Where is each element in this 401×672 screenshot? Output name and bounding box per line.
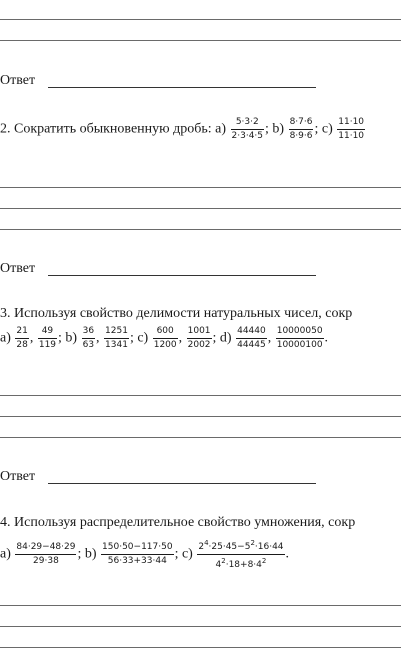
fraction: $\frac{11\cdot 10}{11\cdot 10}$	[338, 117, 365, 141]
writing-line	[0, 187, 401, 188]
fraction: $\frac{1001}{2002}$	[187, 326, 211, 350]
fraction: $\frac{8\cdot 7\cdot 6}{8\cdot 9\cdot 6}$	[289, 117, 313, 141]
writing-line	[0, 647, 401, 648]
question-3-items: a) $\frac{21}{28}$ , $\frac{49}{119}$ ; b) $\frac{36}{63}$ , $\frac{1251}{1341}$ ; c) $\frac{600}{1200}$ , $\frac{1001}{2002}$ ; d) $\frac{44440}{44445}$ , $\frac{10000050}{10000100}$ .	[0, 326, 329, 350]
fraction: $\frac{2^4\cdot 25\cdot 45-5^2\cdot 16\cdot 44}{4^2\cdot 18+8\cdot 4^2}$	[198, 539, 284, 570]
fraction: $\frac{21}{28}$	[16, 326, 28, 350]
writing-line	[0, 19, 401, 20]
writing-line	[0, 40, 401, 41]
answer-label: Ответ	[0, 261, 36, 276]
writing-line	[0, 626, 401, 627]
fraction: $\frac{600}{1200}$	[153, 326, 177, 350]
answer-label: Ответ	[0, 469, 36, 484]
fraction: $\frac{49}{119}$	[38, 326, 57, 350]
writing-line	[0, 605, 401, 606]
fraction: $\frac{150\cdot 50-117\cdot 50}{56\cdot 33+33\cdot 44}$	[102, 542, 173, 566]
question-4: 4. Используя распределительное свойство умножения, сокр	[0, 515, 356, 530]
answer-field[interactable]	[48, 275, 316, 276]
writing-line	[0, 416, 401, 417]
answer-label: Ответ	[0, 73, 36, 88]
fraction: $\frac{44440}{44445}$	[237, 326, 266, 350]
question-3: 3. Используя свойство делимости натуральных чисел, сокр	[0, 306, 353, 321]
answer-field[interactable]	[48, 87, 316, 88]
fraction: $\frac{1251}{1341}$	[105, 326, 128, 350]
writing-line	[0, 208, 401, 209]
question-4-items: a) $\frac{84\cdot 29-48\cdot 29}{29\cdot 38}$ ; b) $\frac{150\cdot 50-117\cdot 50}{56\cdot 33+33\cdot 44}$ ; c) $\frac{2^4\cdot 25\cdot 45-5^2\cdot 16\cdot 44}{4^2\cdot 18+8\cdot 4^2}$ .	[0, 539, 290, 570]
writing-line	[0, 395, 401, 396]
answer-field[interactable]	[48, 483, 316, 484]
fraction: $\frac{10000050}{10000100}$	[276, 326, 323, 350]
fraction: $\frac{5\cdot 3\cdot 2}{2\cdot 3\cdot 4\cdot 5}$	[231, 117, 264, 141]
writing-line	[0, 229, 401, 230]
fraction: $\frac{36}{63}$	[82, 326, 95, 350]
writing-line	[0, 437, 401, 438]
question-2: 2. Сократить обыкновенную дробь: a) $\frac{5\cdot 3\cdot 2}{2\cdot 3\cdot 4\cdot 5}$ ; b) $\frac{8\cdot 7\cdot 6}{8\cdot 9\cdot 6}$ ; c) $\frac{11\cdot 10}{11\cdot 10}$	[0, 117, 365, 141]
question-2-text: 2. Сократить обыкновенную дробь: a)	[0, 121, 227, 137]
fraction: $\frac{84\cdot 29-48\cdot 29}{29\cdot 38}$	[16, 542, 76, 566]
